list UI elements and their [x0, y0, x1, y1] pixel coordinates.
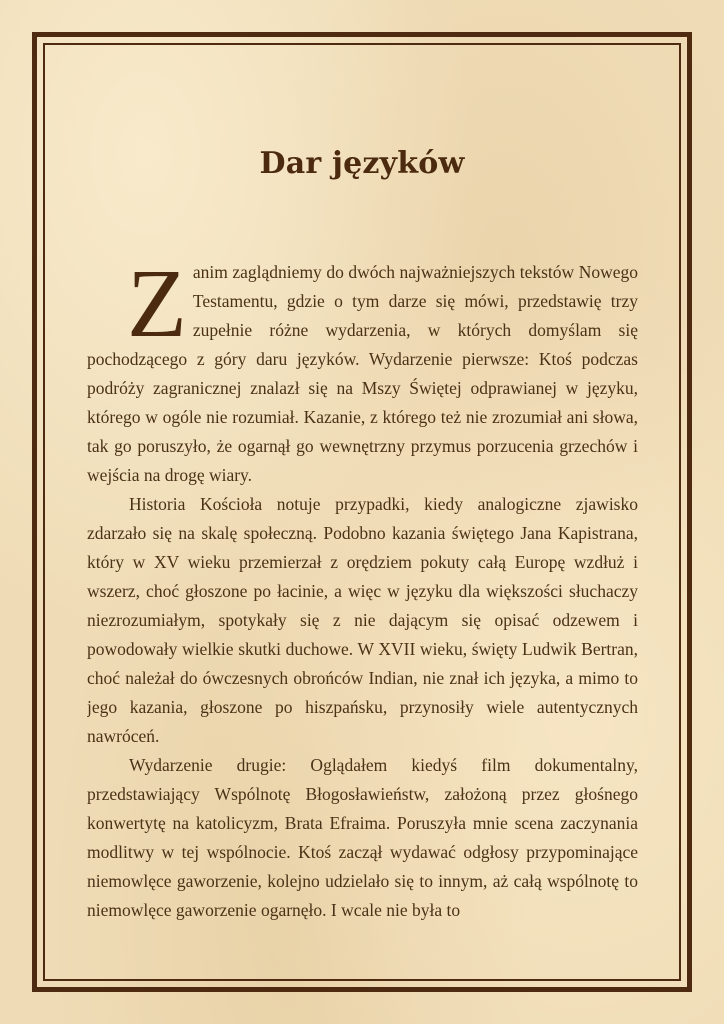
paragraph-3: Wydarzenie drugie: Oglądałem kiedyś film dokumentalny, przedstawiający Wspólnotę Błogosławieństw, założoną przez głośnego konwertytę na katolicyzm, Brata Efraima. Poruszyła mnie scena zaczynania modlitwy w tej wspólnocie. Ktoś zaczął wydawać odgłosy przypominające niemowlęce gaworzenie, kolejno udzielało się to innym, aż całą wspólnotę to niemowlęce gaworzenie ogarnęło. I wcale nie była to	[87, 755, 638, 920]
paragraph-2: Historia Kościoła notuje przypadki, kiedy analogiczne zjawisko zdarzało się na skalę społeczną. Podobno kazania świętego Jana Kapistrana, który w XV wieku przemierzał z orędziem pokuty całą Europę wzdłuż i wszerz, choć głoszone po łacinie, a więc w języku dla większości słuchaczy niezrozumiałym, spotykały się z nie dającym się opisać odzewem i powodowały wielkie skutki duchowe. W XVII wieku, święty Ludwik Bertran, choć należał do ówczesnych obrońców Indian, nie znał ich języka, a mimo to jego kazania, głoszone po hiszpańsku, przynosiły wiele autentycznych nawróceń.	[87, 494, 638, 746]
drop-cap: Z	[127, 258, 187, 358]
paragraph-1-text: anim zaglądniemy do dwóch najważniejszych tekstów Nowego Testamentu, gdzie o tym darze się mówi, przedstawię trzy zupełnie różne wydarzenia, w których domyślam się pochodzącego z góry daru języków. Wydarzenie pierwsze: Ktoś podczas podróży zagranicznej znalazł się na Mszy Świętej odprawianej w języku, którego w ogóle nie rozumiał. Kazanie, z którego też nie zrozumiał ani słowa, tak go poruszyło, że ogarnął go wewnętrzny przymus porzucenia grzechów i wejścia na drogę wiary.	[87, 262, 638, 485]
article-body	[87, 258, 638, 928]
page-title: Dar języków	[259, 146, 465, 181]
paragraph-1	[87, 258, 638, 490]
